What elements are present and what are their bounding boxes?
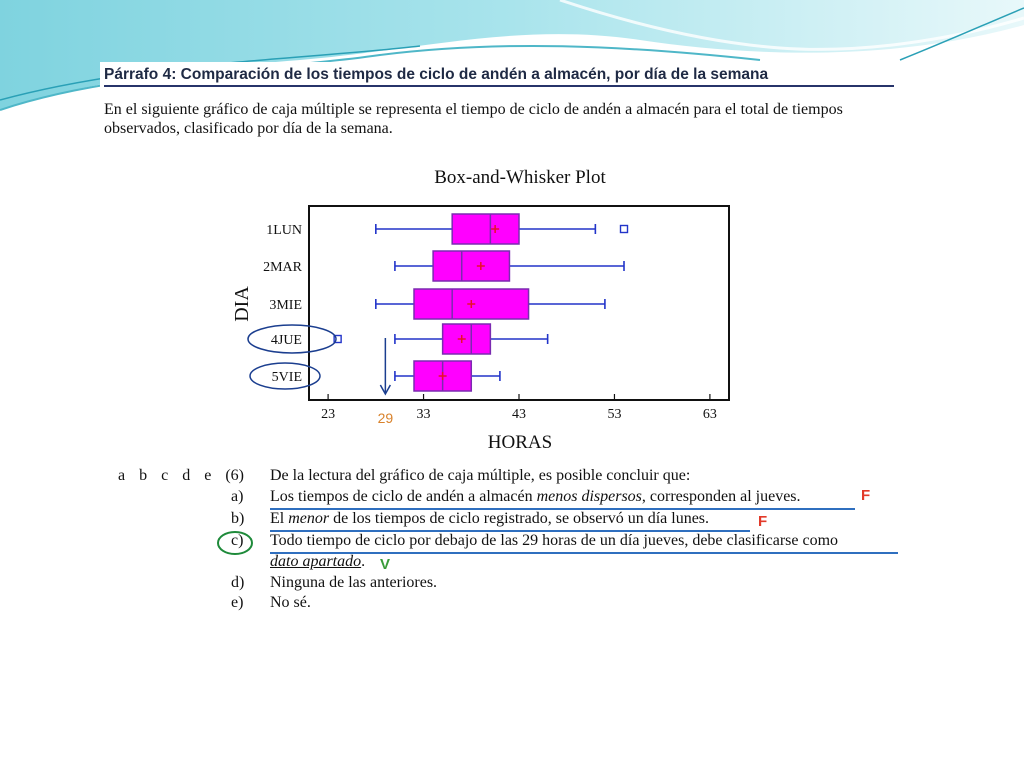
box-2mar	[433, 251, 509, 281]
option-c-text-cont: dato apartado.	[270, 553, 366, 570]
y-tick-label-1lun: 1LUN	[266, 223, 302, 238]
x-tick-label-23: 23	[321, 407, 336, 422]
page-heading: Párrafo 4: Comparación de los tiempos de ciclo de andén a almacén, por día de la semana	[104, 66, 894, 87]
box-4jue	[443, 324, 491, 354]
y-tick-label-3mie: 3MIE	[269, 298, 302, 313]
x-tick-label-63: 63	[702, 407, 717, 422]
y-axis-label: DIA	[231, 286, 253, 322]
x-axis-label: HORAS	[487, 432, 553, 453]
outlier-1lun-0	[621, 226, 628, 233]
x-tick-label-53: 53	[607, 407, 622, 422]
box-whisker-chart	[100, 62, 904, 462]
y-tick-label-2mar: 2MAR	[263, 260, 302, 275]
x-tick-label-33: 33	[416, 407, 431, 422]
box-series-group	[263, 214, 627, 391]
annotation-29	[378, 338, 394, 426]
chart-title: Box-and-Whisker Plot	[434, 167, 606, 188]
option-a-letter: a)	[231, 488, 244, 505]
question-number: (6)	[225, 467, 244, 484]
box-1lun	[452, 214, 519, 244]
option-b-letter: b)	[231, 510, 245, 527]
option-b-mark: F	[758, 513, 768, 530]
question-stem: De la lectura del gráfico de caja múltiple, es posible concluir que:	[270, 467, 691, 484]
x-tick-label-43: 43	[512, 407, 526, 422]
option-d-letter: d)	[231, 574, 245, 591]
option-c-text: Todo tiempo de ciclo por debajo de las 29 horas de un día jueves, debe clasificarse como	[270, 532, 839, 549]
intro-paragraph: En el siguiente gráfico de caja múltiple se representa el tiempo de ciclo de andén a almacén para el total de tiempos observados, clasificado por día de la semana.	[104, 101, 843, 137]
option-c-mark: V	[380, 556, 391, 573]
option-c-letter: c)	[231, 532, 244, 549]
option-b-text: El menor de los tiempos de ciclo registrado, se observó un día lunes.	[270, 510, 710, 527]
y-tick-label-5vie: 5VIE	[271, 370, 302, 385]
option-a-mark: F	[861, 487, 871, 504]
document-page	[100, 62, 904, 622]
option-e-letter: e)	[231, 594, 244, 611]
answer-letters: a b c d e	[118, 467, 212, 484]
annotation-label-29: 29	[377, 410, 394, 426]
option-a-text: Los tiempos de ciclo de andén a almacén menos dispersos, corresponden al jueves.	[270, 488, 801, 505]
option-d-text: Ninguna de las anteriores.	[270, 574, 438, 591]
option-e-text: No sé.	[270, 594, 311, 611]
y-tick-label-4jue: 4JUE	[270, 333, 302, 348]
